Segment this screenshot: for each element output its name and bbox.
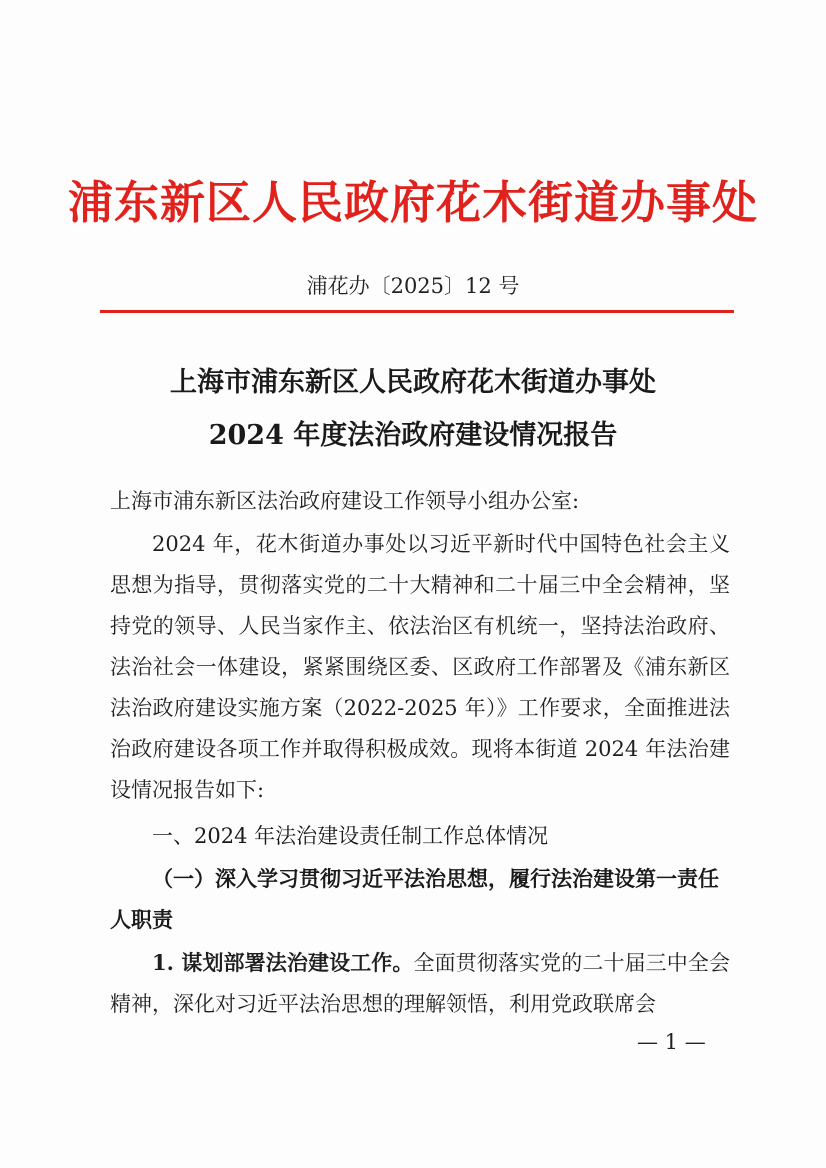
page-number: — 1 — (637, 1030, 706, 1054)
section-heading-1: 一、2024 年法治建设责任制工作总体情况 (152, 824, 549, 848)
red-separator-line (100, 310, 734, 313)
issuing-organization-header: 浦东新区人民政府花木街道办事处 (67, 176, 758, 229)
report-title-line-1: 上海市浦东新区人民政府花木街道办事处 (170, 367, 656, 398)
subsection-heading-1: （一）深入学习贯彻习近平法治思想，履行法治建设第一责任人职责 (110, 866, 719, 932)
intro-paragraph: 2024 年，花木街道办事处以习近平新时代中国特色社会主义思想为指导，贯彻落实党的二十大精神和二十届三中全会精神，坚持党的领导、人民当家作主、依法治区有机统一，坚持法治政府、法治社会一体建设，紧紧围绕区委、区政府工作部署及《浦东新区法治政府建设实施方案（2022-2025 年）》工作要求，全面推进法治政府建设各项工作并取得积极成效。现将本街道 2024 年法治建设情况报告如下: (110, 532, 730, 802)
report-title-line-2: 2024 年度法治政府建设情况报告 (208, 420, 618, 451)
item-text: 全面贯彻落实党的二十届三中全会精神，深化对习近平法治思想的理解领悟，利用党政联席会 (110, 951, 731, 1016)
item-lead: 1. 谋划部署法治建设工作。 (152, 950, 414, 975)
addressee: 上海市浦东新区法治政府建设工作领导小组办公室: (110, 489, 580, 513)
item-paragraph-1 (110, 942, 730, 1025)
document-number: 浦花办〔2025〕12 号 (306, 274, 520, 298)
